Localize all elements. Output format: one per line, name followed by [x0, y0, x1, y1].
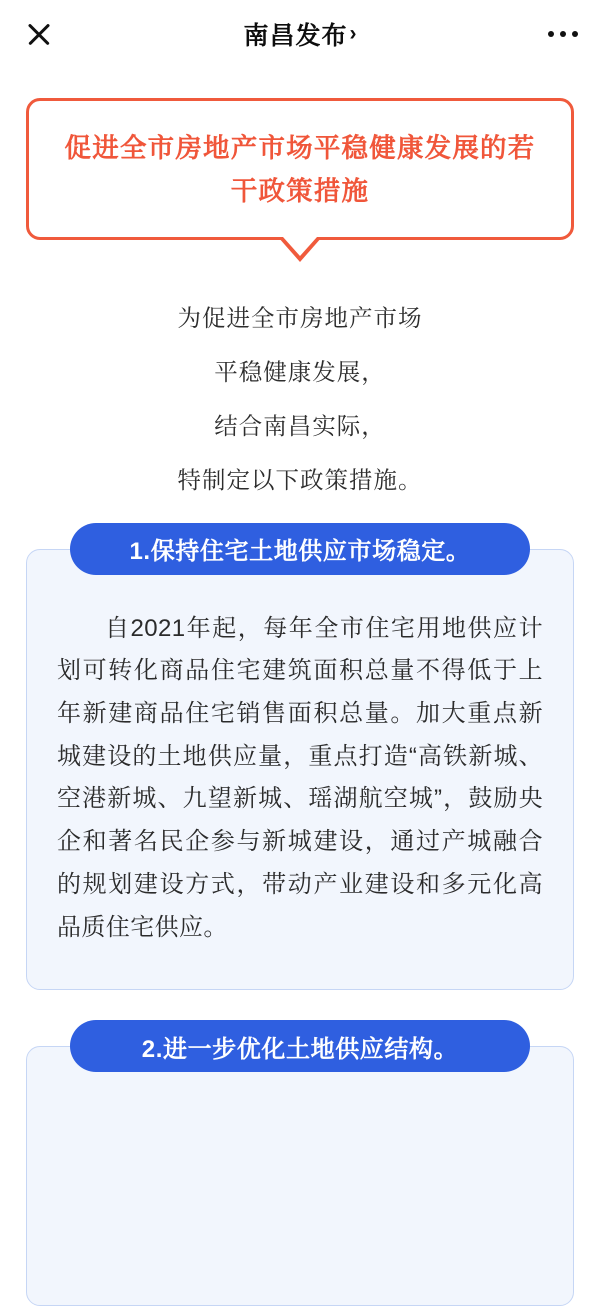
policy-section-2: [26, 1020, 574, 1306]
dot: [572, 31, 578, 37]
callout-pointer-fill: [283, 237, 317, 256]
intro-line: 特制定以下政策措施。: [177, 467, 423, 494]
account-title-group: [0, 16, 600, 52]
section-heading-pill: 2.进一步优化土地供应结构。: [70, 1020, 530, 1072]
section-body: [26, 1046, 574, 1306]
chevron-right-icon: ›: [349, 22, 357, 45]
intro-line: 为促进全市房地产市场: [177, 304, 423, 331]
page-title: 南昌发布: [243, 22, 348, 50]
headline-callout: [26, 98, 574, 240]
article-intro: [26, 304, 574, 495]
close-icon[interactable]: [22, 17, 56, 51]
intro-line: 平稳健康发展，: [214, 359, 386, 386]
section-body: [26, 549, 574, 991]
dot: [548, 31, 554, 37]
article-content: [0, 98, 600, 1306]
section-paragraph: 自2021年起，每年全市住宅用地供应计划可转化商品住宅建筑面积总量不得低于上年新建商品住宅销售面积总量。加大重点新城建设的土地供应量，重点打造“高铁新城、空港新城、九望新城、瑶湖航空城”，鼓励央企和著名民企参与新城建设，通过产城融合的规划建设方式，带动产业建设和多元化高品质住宅供应。: [57, 614, 543, 941]
dot: [560, 31, 566, 37]
more-dots-icon[interactable]: [548, 31, 578, 37]
intro-line: 结合南昌实际，: [214, 413, 386, 440]
section-heading-pill: 1.保持住宅土地供应市场稳定。: [70, 523, 530, 575]
policy-section-1: [26, 523, 574, 991]
article-headline: 促进全市房地产市场平稳健康发展的若干政策措施: [64, 133, 536, 206]
browser-top-bar: [0, 0, 600, 68]
